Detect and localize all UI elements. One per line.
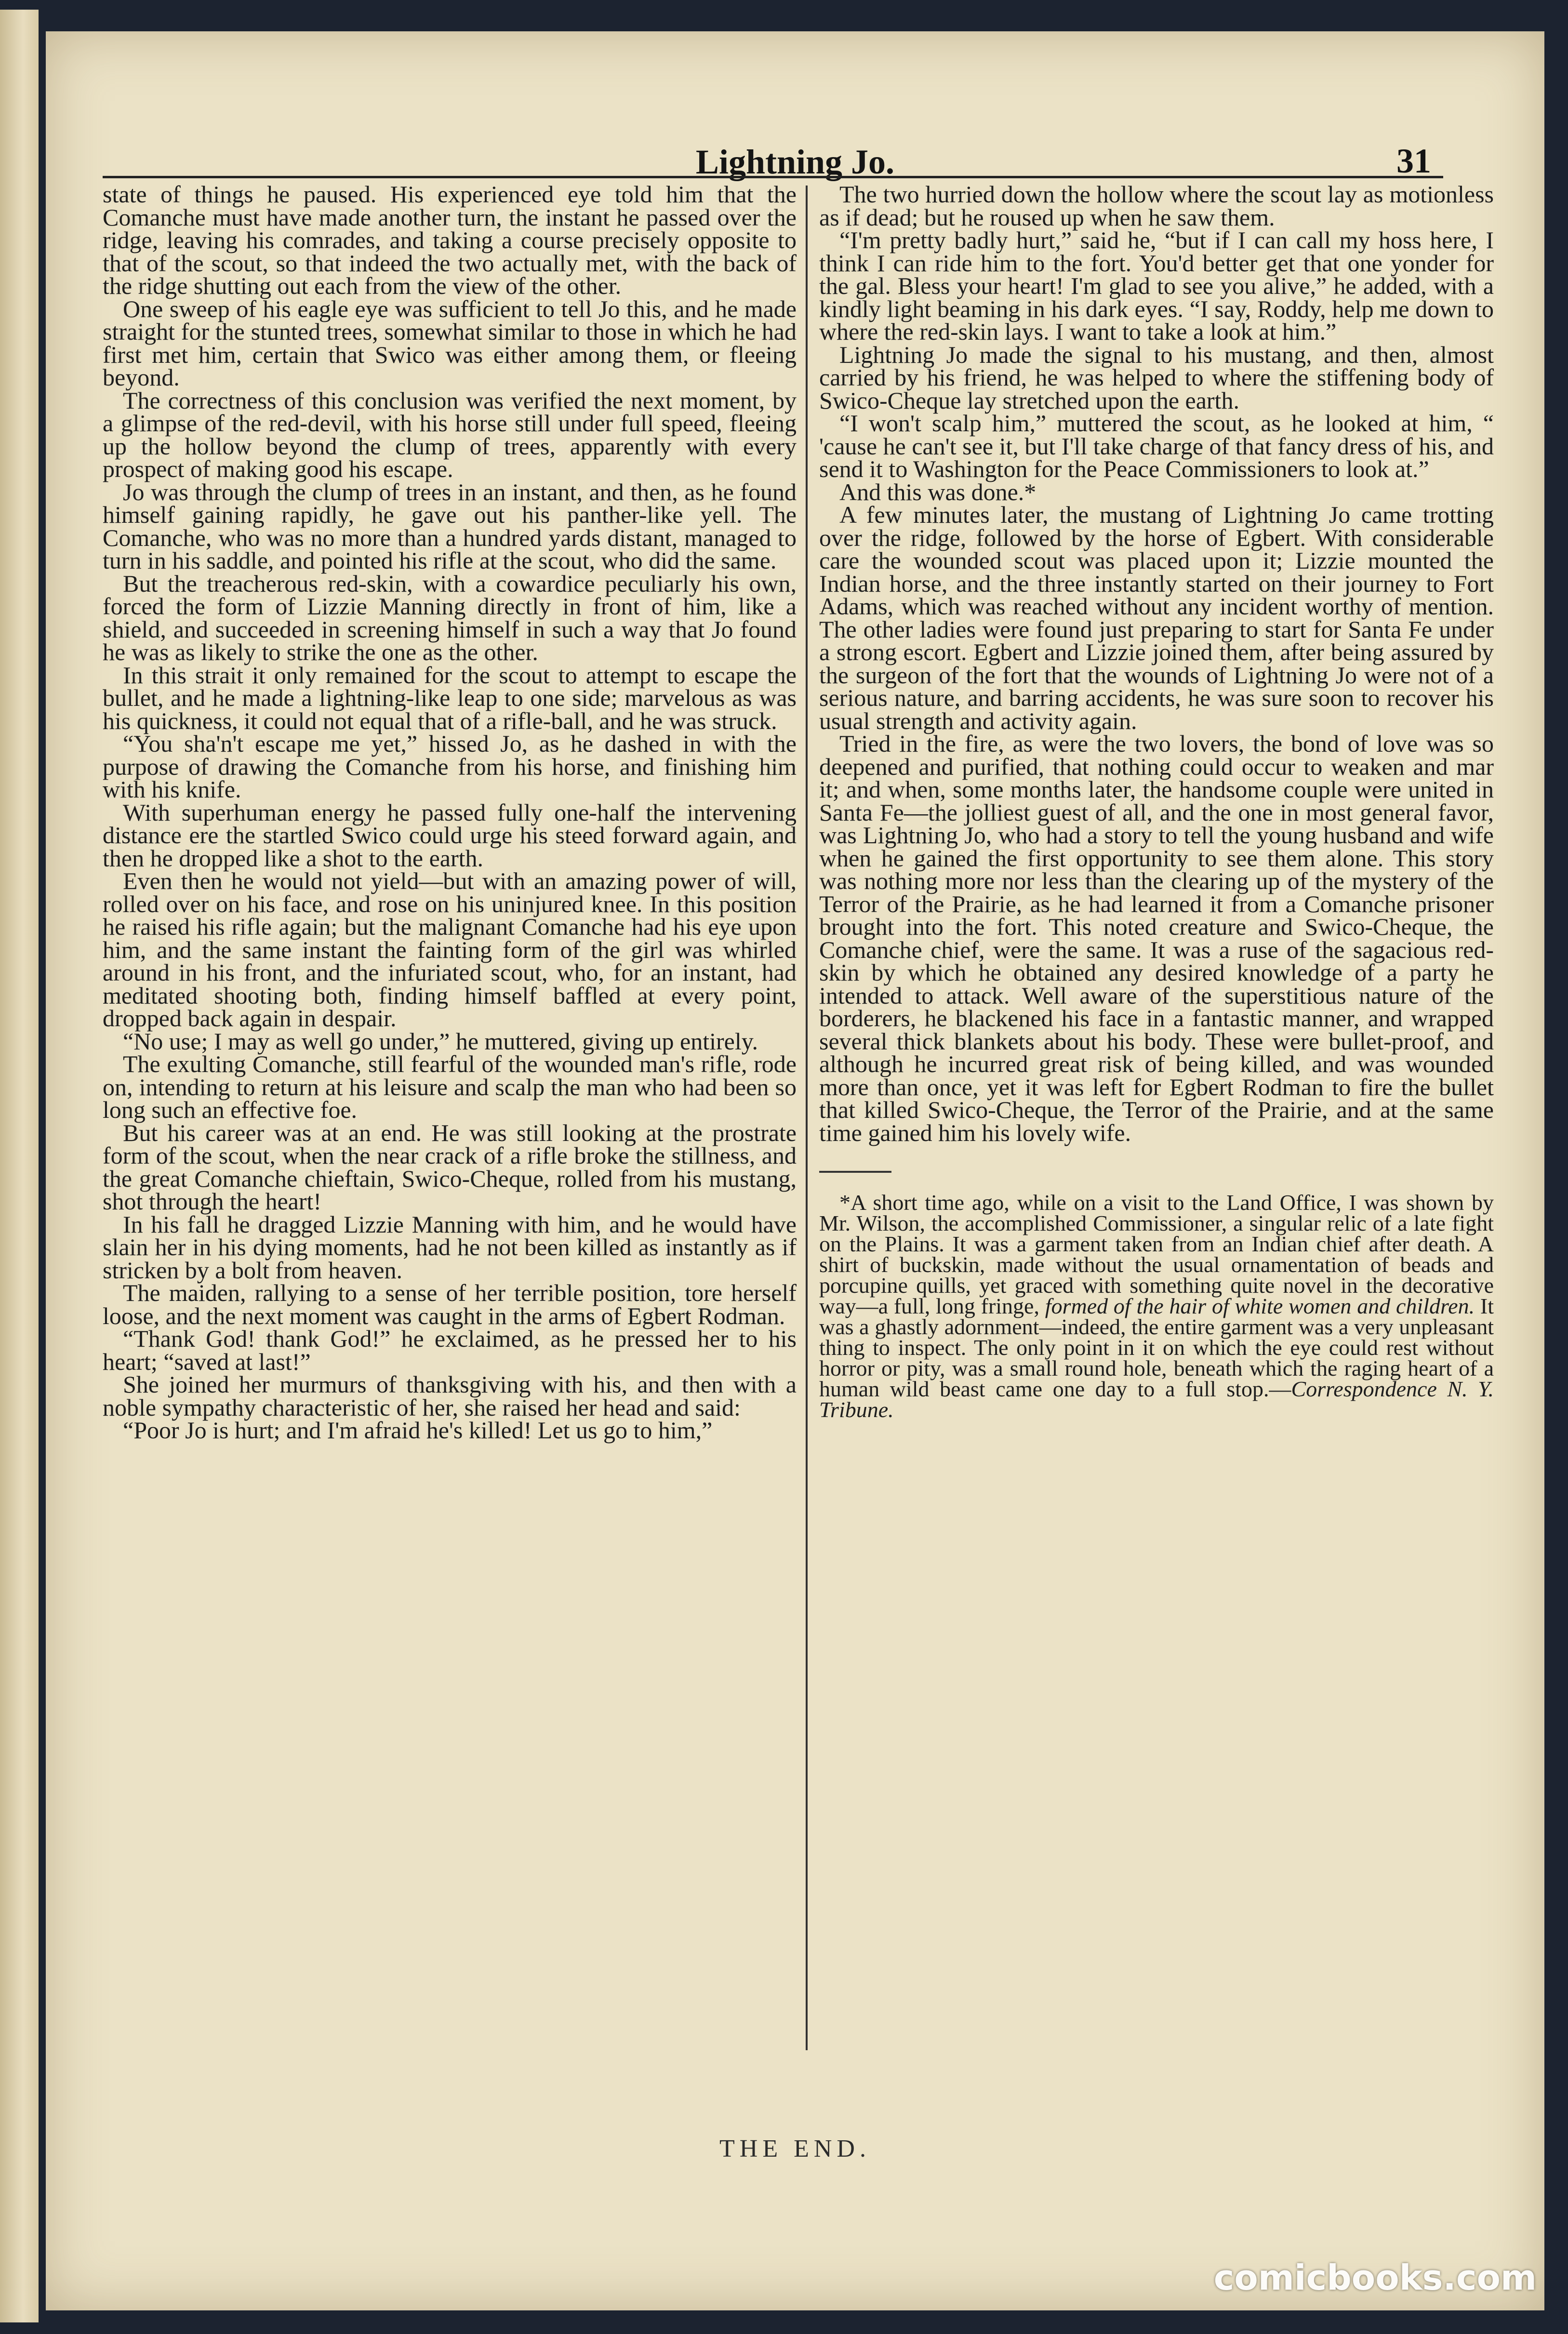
book-page <box>46 31 1544 2310</box>
paragraph: In this strait it only remained for the scout to attempt to escape the bullet, and he made a lightning-like leap to one side; marvelous as was his quickness, it could not equal that of a rifle-ball, and he was struck. <box>103 661 797 734</box>
paragraph: She joined her murmurs of thanksgiving with his, and then with a noble sympathy characteristic of her, she raised her head and said: <box>103 1371 797 1421</box>
footnote-body-cont: It was a ghastly adornment—indeed, the entire garment was a very unpleasant thing to inspect. The only point in it on which the eye could rest without horror or pity, was a small round hole, beneath which the raging heart of a human wild beast came one day to a full stop.— <box>819 1294 1494 1401</box>
paragraph: But his career was at an end. He was still looking at the prostrate form of the scout, when the near crack of a rifle broke the stillness, and the great Comanche chieftain, Swico-Cheque, rolled from his mustang, shot through the heart! <box>103 1119 797 1215</box>
paragraph: But the treacherous red-skin, with a cowardice peculiarly his own, forced the form of Lizzie Manning directly in front of him, like a shield, and succeeded in screening himself in such a way that Jo found he was as likely to strike the one as the other. <box>103 570 797 665</box>
paragraph: A few minutes later, the mustang of Lightning Jo came trotting over the ridge, followed by the horse of Egbert. With considerable care the wounded scout was placed upon it; Lizzie mounted the Indian horse, and the three instantly started on their journey to Fort Adams, which was reached without any incident worthy of mention. The other ladies were found just preparing to start for Santa Fe under a strong escort. Egbert and Lizzie joined them, after being assured by the surgeon of the fort that the wounds of Lightning Jo were not of a serious nature, and barring accidents, he was sure soon to recover his usual strength and activity again. <box>819 501 1494 734</box>
running-title: Lightning Jo. <box>695 143 895 181</box>
paragraph: In his fall he dragged Lizzie Manning with him, and he would have slain her in his dying moments, had he not been killed as instantly as if stricken by a bolt from heaven. <box>103 1210 797 1284</box>
paragraph: And this was done.* <box>839 478 1036 505</box>
paragraph: Tried in the fire, as were the two lovers, the bond of love was so deepened and purified, that nothing could occur to weaken and mar it; and when, some months later, the handsome couple were united in Santa Fe—the jolliest guest of all, and the one in most general favor, was Lightning Jo, who had a story to tell the young husband and wife when he gained the first opportunity to see them alone. This story was nothing more nor less than the clearing up of the mystery of the Terror of the Prairie, as he had learned it from a Comanche prisoner brought into the fort. This noted creature and Swico-Cheque, the Comanche chief, were the same. It was a ruse of the sagacious red-skin by which he obtained any desired knowledge of a party he intended to attack. Well aware of the superstitious nature of the borderers, he blackened his face in a fantastic manner, and wrapped several thick blankets about his body. These were bullet-proof, and although he incurred great risk of being killed, and was wounded more than once, yet it was left for Egbert Rodman to fire the bullet that killed Swico-Cheque, the Terror of the Prairie, and at the same time gained him his lovely wife. <box>819 730 1494 1146</box>
paragraph: “I'm pretty badly hurt,” said he, “but if I can call my hoss here, I think I can ride him to the fort. You'd better get that one yonder for the gal. Bless your heart! I'm glad to see you alive,” he added, with a kindly light beaming in his dark eyes. “I say, Roddy, help me down to where the red-skin lays. I want to take a look at him.” <box>819 226 1494 345</box>
right-column <box>819 183 1494 1420</box>
book-spine-edge <box>0 10 39 2322</box>
footnote-body: *A short time ago, while on a visit to the Land Office, I was shown by Mr. Wilson, the accomplished Commissioner, a singular relic of a late fight on the Plains. It was a garment taken from an Indian chief after death. A shirt of buckskin, made without the usual ornamentation of beads and porcupine quills, yet graced with something quite novel in the decorative way—a full, long fringe, <box>819 1190 1494 1318</box>
paragraph: “No use; I may as well go under,” he muttered, giving up entirely. <box>123 1027 758 1055</box>
paragraph: state of things he paused. His experienced eye told him that the Comanche must have made another turn, the instant he passed over the ridge, leaving his comrades, and taking a course precisely opposite to that of the scout, so that indeed the two actually met, with the back of the ridge shutting out each from the view of the other. <box>103 181 797 299</box>
footnote-emphasis: formed of the hair of white women and children. <box>1045 1294 1475 1318</box>
footnote <box>819 1192 1494 1420</box>
paragraph: The correctness of this conclusion was verified the next moment, by a glimpse of the red-devil, with his horse still under full speed, fleeing up the hollow beyond the clump of trees, apparently with every prospect of making good his escape. <box>103 386 797 482</box>
footnote-attribution: Correspondence N. Y. Tribune. <box>819 1377 1494 1422</box>
paragraph: “Poor Jo is hurt; and I'm afraid he's killed! Let us go to him,” <box>123 1417 713 1444</box>
paragraph: The two hurried down the hollow where the scout lay as motionless as if dead; but he roused up when he saw them. <box>819 181 1494 231</box>
footnote-text <box>819 1192 1494 1420</box>
paragraph: Jo was through the clump of trees in an instant, and then, as he found himself gaining rapidly, he gave out his panther-like yell. The Comanche, who was no more than a hundred yards distant, managed to turn in his saddle, and pointed his rifle at the scout, who did the same. <box>103 478 797 574</box>
the-end-label: THE END. <box>719 2135 871 2162</box>
header-rule <box>103 176 1443 178</box>
paragraph: “You sha'n't escape me yet,” hissed Jo, as he dashed in with the purpose of drawing the Comanche from his horse, and finishing him with his knife. <box>103 730 797 803</box>
left-column <box>103 183 797 1442</box>
paragraph: The exulting Comanche, still fearful of the wounded man's rifle, rode on, intending to return at his leisure and scalp the man who had been so long such an effective foe. <box>103 1050 797 1123</box>
paragraph: “Thank God! thank God!” he exclaimed, as he pressed her to his heart; “saved at last!” <box>103 1325 797 1375</box>
paragraph: The maiden, rallying to a sense of her terrible position, tore herself loose, and the next moment was caught in the arms of Egbert Rodman. <box>103 1279 797 1329</box>
watermark-logo: comicbooks.com <box>1213 2257 1537 2298</box>
column-divider <box>806 186 808 2050</box>
paragraph: Lightning Jo made the signal to his mustang, and then, almost carried by his friend, he was helped to where the stiffening body of Swico-Cheque lay stretched upon the earth. <box>819 341 1494 414</box>
paragraph: With superhuman energy he passed fully one-half the intervening distance ere the startled Swico could urge his steed forward again, and then he dropped like a shot to the earth. <box>103 798 797 872</box>
footnote-rule <box>819 1171 891 1173</box>
paragraph: Even then he would not yield—but with an amazing power of will, rolled over on his face, and rose on his uninjured knee. In this position he raised his rifle again; but the malignant Comanche had his eye upon him, and the same instant the fainting form of the girl was whirled around in his front, and the infuriated scout, who, for an instant, had meditated shooting both, finding himself baffled at every point, dropped back again in despair. <box>103 867 797 1032</box>
paragraph: One sweep of his eagle eye was sufficient to tell Jo this, and he made straight for the stunted trees, somewhat similar to those in which he had first met him, certain that Swico was either among them, or fleeing beyond. <box>103 295 797 391</box>
paragraph: “I won't scalp him,” muttered the scout, as he looked at him, “ 'cause he can't see it, but I'll take charge of that fancy dress of his, and send it to Washington for the Peace Commissioners to look at.” <box>819 410 1494 482</box>
page-number: 31 <box>1396 142 1431 180</box>
